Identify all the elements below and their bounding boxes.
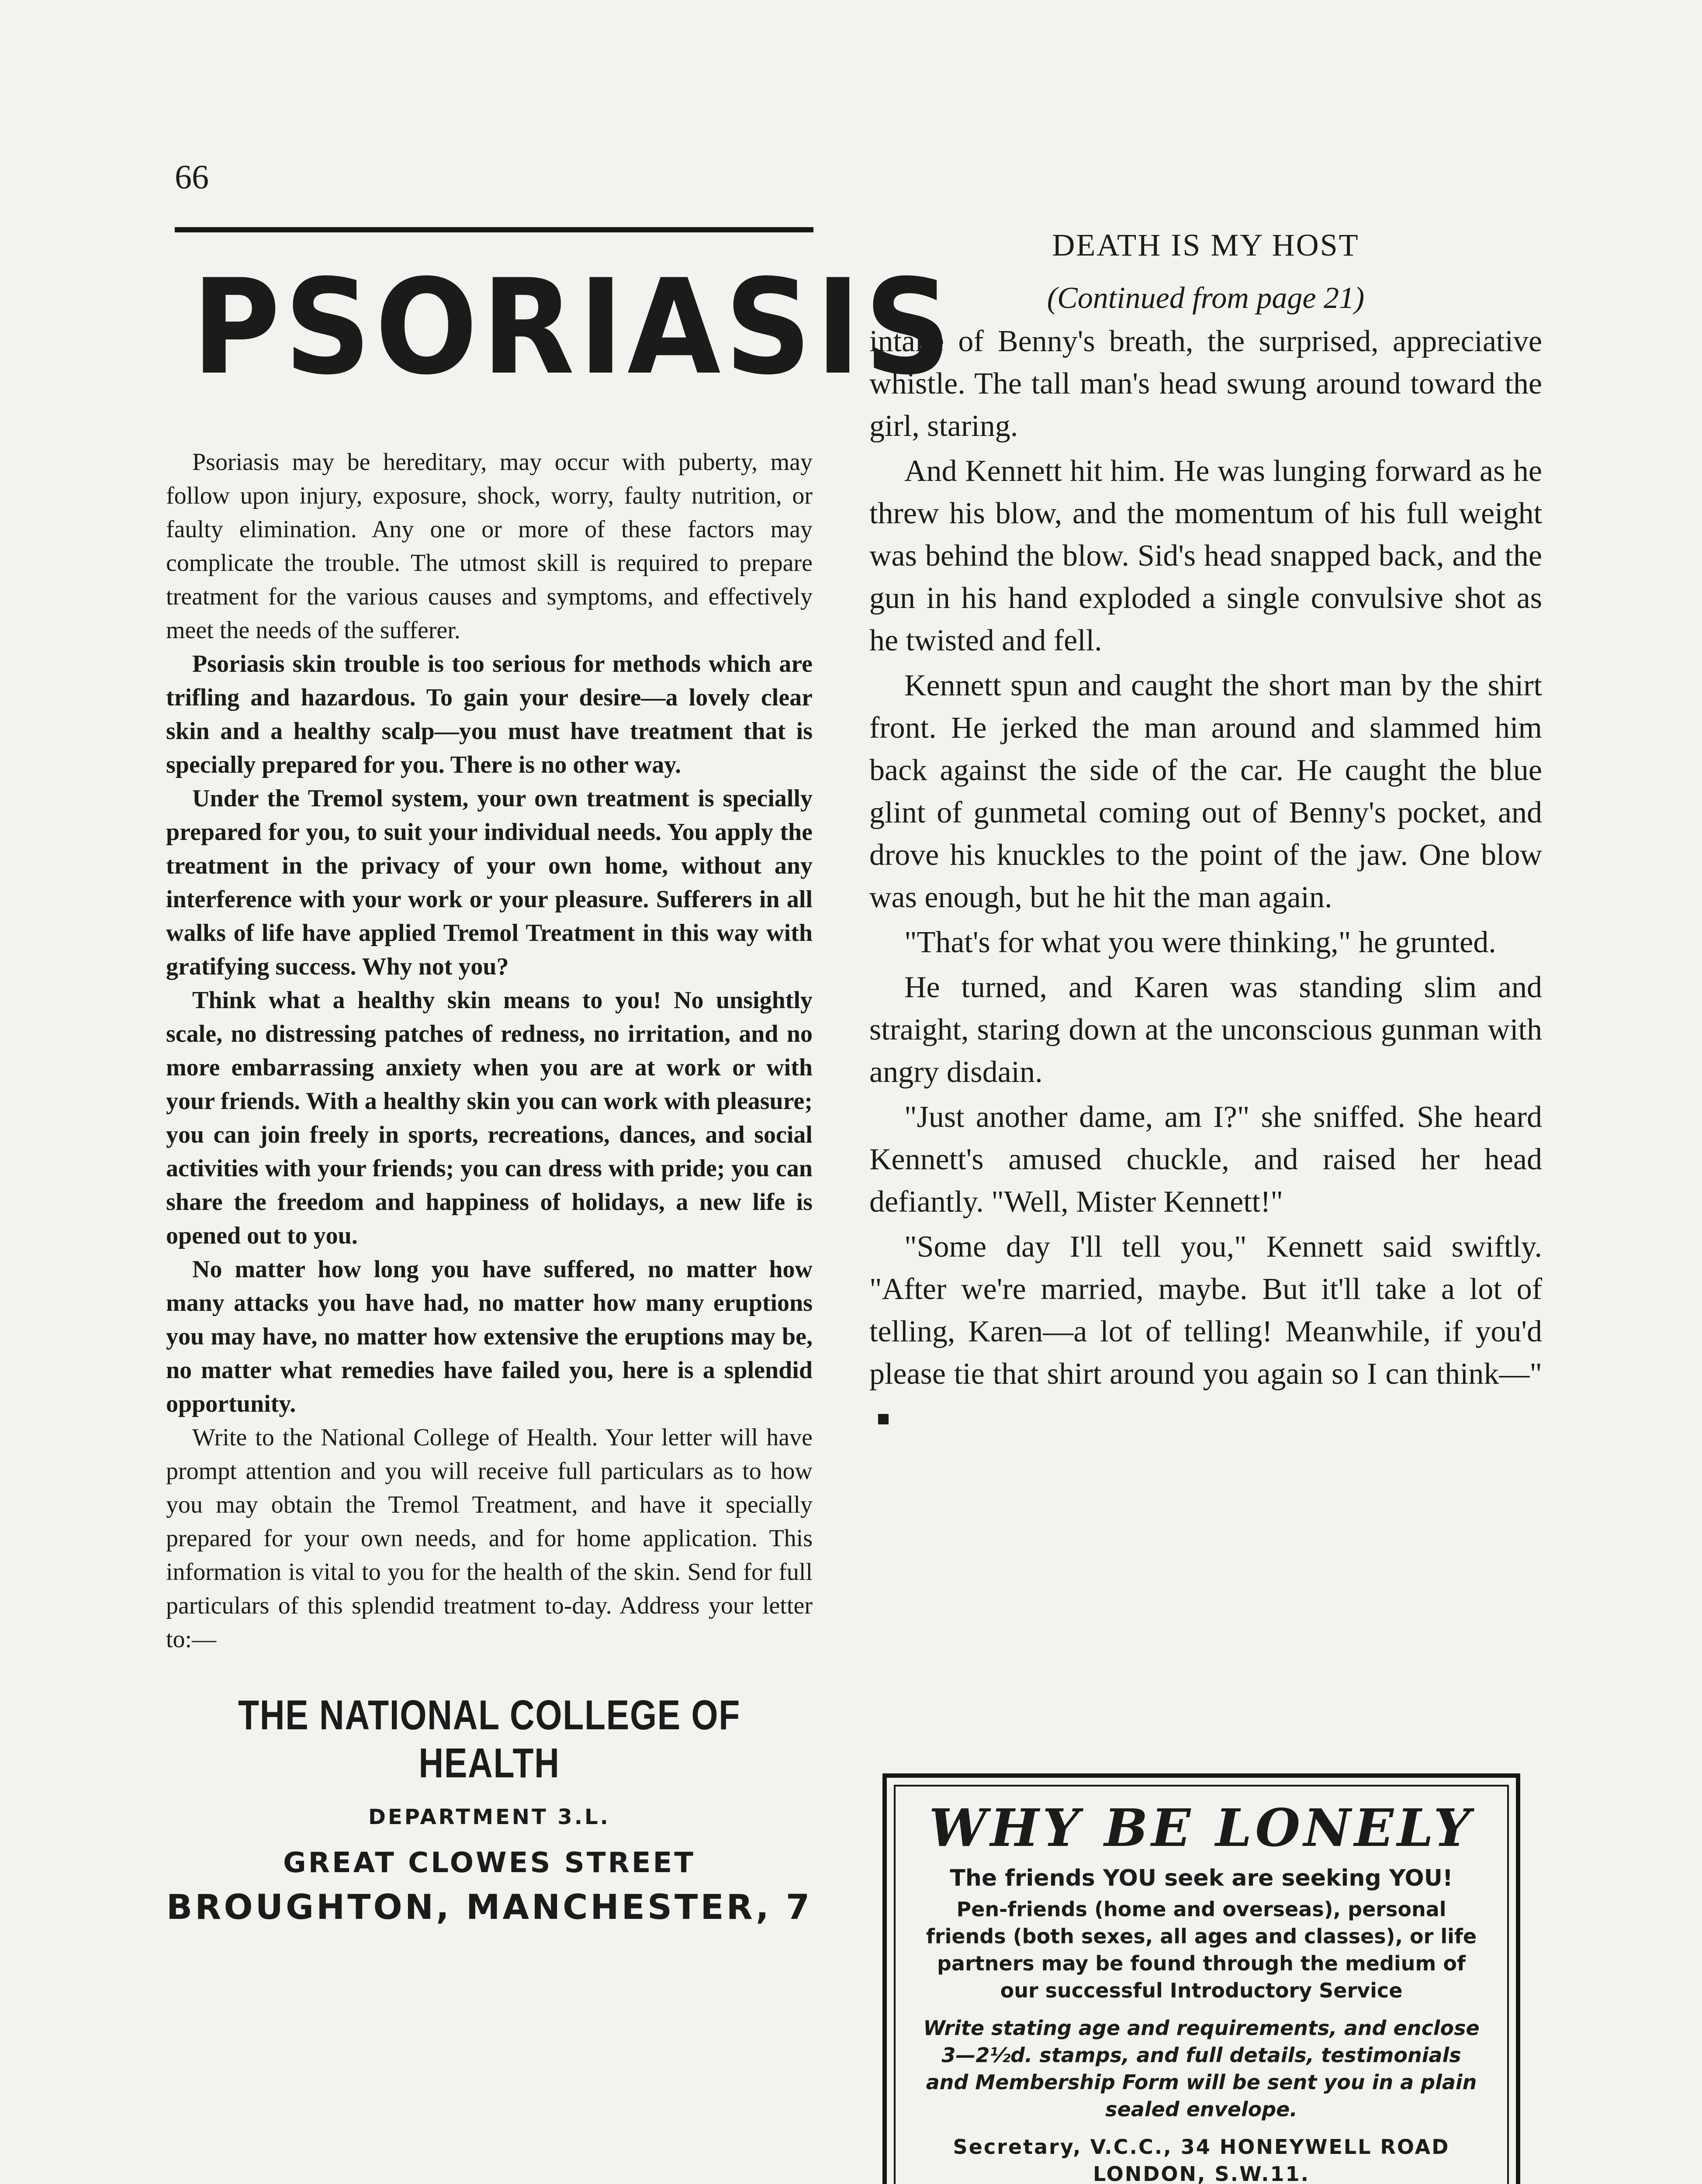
ad-department: DEPARTMENT 3.L. bbox=[368, 1805, 610, 1829]
story-continued-note: (Continued from page 21) bbox=[1047, 281, 1365, 315]
ad-heading: PSORIASIS bbox=[192, 251, 955, 404]
ad-paragraph: No matter how long you have suffered, no matter how many attacks you have had, no matter how many eruptions you may have, no matter how extensive the eruptions may be, no matter what remedies have failed you, here is a splendid opportunity. bbox=[166, 1256, 813, 1417]
end-mark bbox=[878, 1414, 889, 1424]
ad-street: GREAT CLOWES STREET bbox=[283, 1847, 695, 1879]
ad-paragraph: Psoriasis skin trouble is too serious for methods which are trifling and hazardous. To gain your desire—a lovely clear skin and a healthy scalp—you must have treatment that is specially prepared for you. There is no other way. bbox=[166, 650, 813, 778]
ad-town: BROUGHTON, MANCHESTER, 7 bbox=[166, 1888, 813, 1927]
story-paragraph: He turned, and Karen was standing slim and straight, staring down at the unconscious gunman with angry disdain. bbox=[869, 971, 1542, 1089]
ad-paragraph: Write to the National College of Health. Your letter will have prompt attention and you will receive full particulars as to how you may obtain the Tremol Treatment, and have it specially prepared for your own needs, and for home application. This information is vital to you for the health of the skin. Send for full particulars of this splendid treatment to-day. Address your letter to:— bbox=[166, 1424, 813, 1653]
page-number: 66 bbox=[175, 158, 209, 196]
ad-body bbox=[166, 446, 813, 1656]
box-instructions: Write stating age and requirements, and enclose 3—2½d. stamps, and full details, testimonials and Membership Form will be sent you in a plain sealed envelope. bbox=[923, 2016, 1480, 2121]
story-paragraph-last bbox=[869, 1226, 1542, 1438]
story-column bbox=[869, 227, 1542, 1440]
story-paragraph: "Just another dame, am I?" she sniffed. She heard Kennett's amused chuckle, and raised her head defiantly. "Well, Mister Kennett!" bbox=[869, 1100, 1542, 1219]
top-rule bbox=[175, 227, 813, 232]
story-last-text: "Some day I'll tell you," Kennett said swiftly. "After we're married, maybe. But it'll take a lot of telling, Karen—a lot of telling! Meanwhile, if you'd please tie that shirt around you again so I can think—" bbox=[869, 1230, 1542, 1391]
story-body bbox=[869, 320, 1542, 1438]
story-paragraph: intake of Benny's breath, the surprised, appreciative whistle. The tall man's head swung around toward the girl, staring. bbox=[869, 325, 1542, 443]
story-paragraph: Kennett spun and caught the short man by the shirt front. He jerked the man around and slammed him back against the side of the car. He caught the blue glint of gunmetal coming out of Benny's pocket, and drove his knuckles to the point of the jaw. One blow was enough, but he hit the man again. bbox=[869, 669, 1542, 914]
ad-paragraph: Think what a healthy skin means to you! No unsightly scale, no distressing patches of redness, no irritation, and no more embarrassing anxiety when you are at work or with your friends. With a healthy skin you can work with pleasure; you can join freely in sports, recreations, dances, and social activities with your friends; you can dress with pride; you can share the freedom and happiness of holidays, a new life is opened out to you. bbox=[166, 987, 813, 1249]
ad-paragraph: Psoriasis may be hereditary, may occur with puberty, may follow upon injury, exposure, shock, worry, faulty nutrition, or faulty elimination. Any one or more of these factors may complicate the trouble. The utmost skill is required to prepare treatment for the various causes and symptoms, and effectively meet the needs of the sufferer. bbox=[166, 449, 813, 644]
ad-paragraph: Under the Tremol system, your own treatment is specially prepared for you, to suit your individual needs. You apply the treatment in the privacy of your own home, without any interference with your work or your pleasure. Sufferers in all walks of life have applied Tremol Treatment in this way with gratifying success. Why not you? bbox=[166, 785, 813, 980]
psoriasis-advertisement bbox=[166, 251, 955, 1927]
why-be-lonely-advertisement bbox=[882, 1773, 1520, 2184]
ad-organization-name: THE NATIONAL COLLEGE OF HEALTH bbox=[238, 1692, 740, 1787]
box-secretary bbox=[922, 2133, 1481, 2184]
story-paragraph: And Kennett hit him. He was lunging forward as he threw his blow, and the momentum of his full weight was behind the blow. Sid's head snapped back, and the gun in his hand exploded a single convulsive shot as he twisted and fell. bbox=[869, 454, 1542, 657]
box-secretary-line2: LONDON, S.W.11. bbox=[1093, 2162, 1310, 2184]
box-text: Pen-friends (home and overseas), personal friends (both sexes, all ages and classes), or life partners may be found through the medium of our successful Introductory Service bbox=[926, 1897, 1477, 2002]
story-title: DEATH IS MY HOST bbox=[1052, 228, 1360, 263]
box-lead: The friends YOU seek are seeking YOU! bbox=[950, 1865, 1453, 1891]
story-paragraph: "That's for what you were thinking," he grunted. bbox=[904, 926, 1496, 959]
box-inner-frame bbox=[894, 1785, 1509, 2184]
box-heading: WHY BE LONELY bbox=[929, 1797, 1474, 1858]
box-secretary-line1: Secretary, V.C.C., 34 HONEYWELL ROAD bbox=[953, 2135, 1450, 2159]
